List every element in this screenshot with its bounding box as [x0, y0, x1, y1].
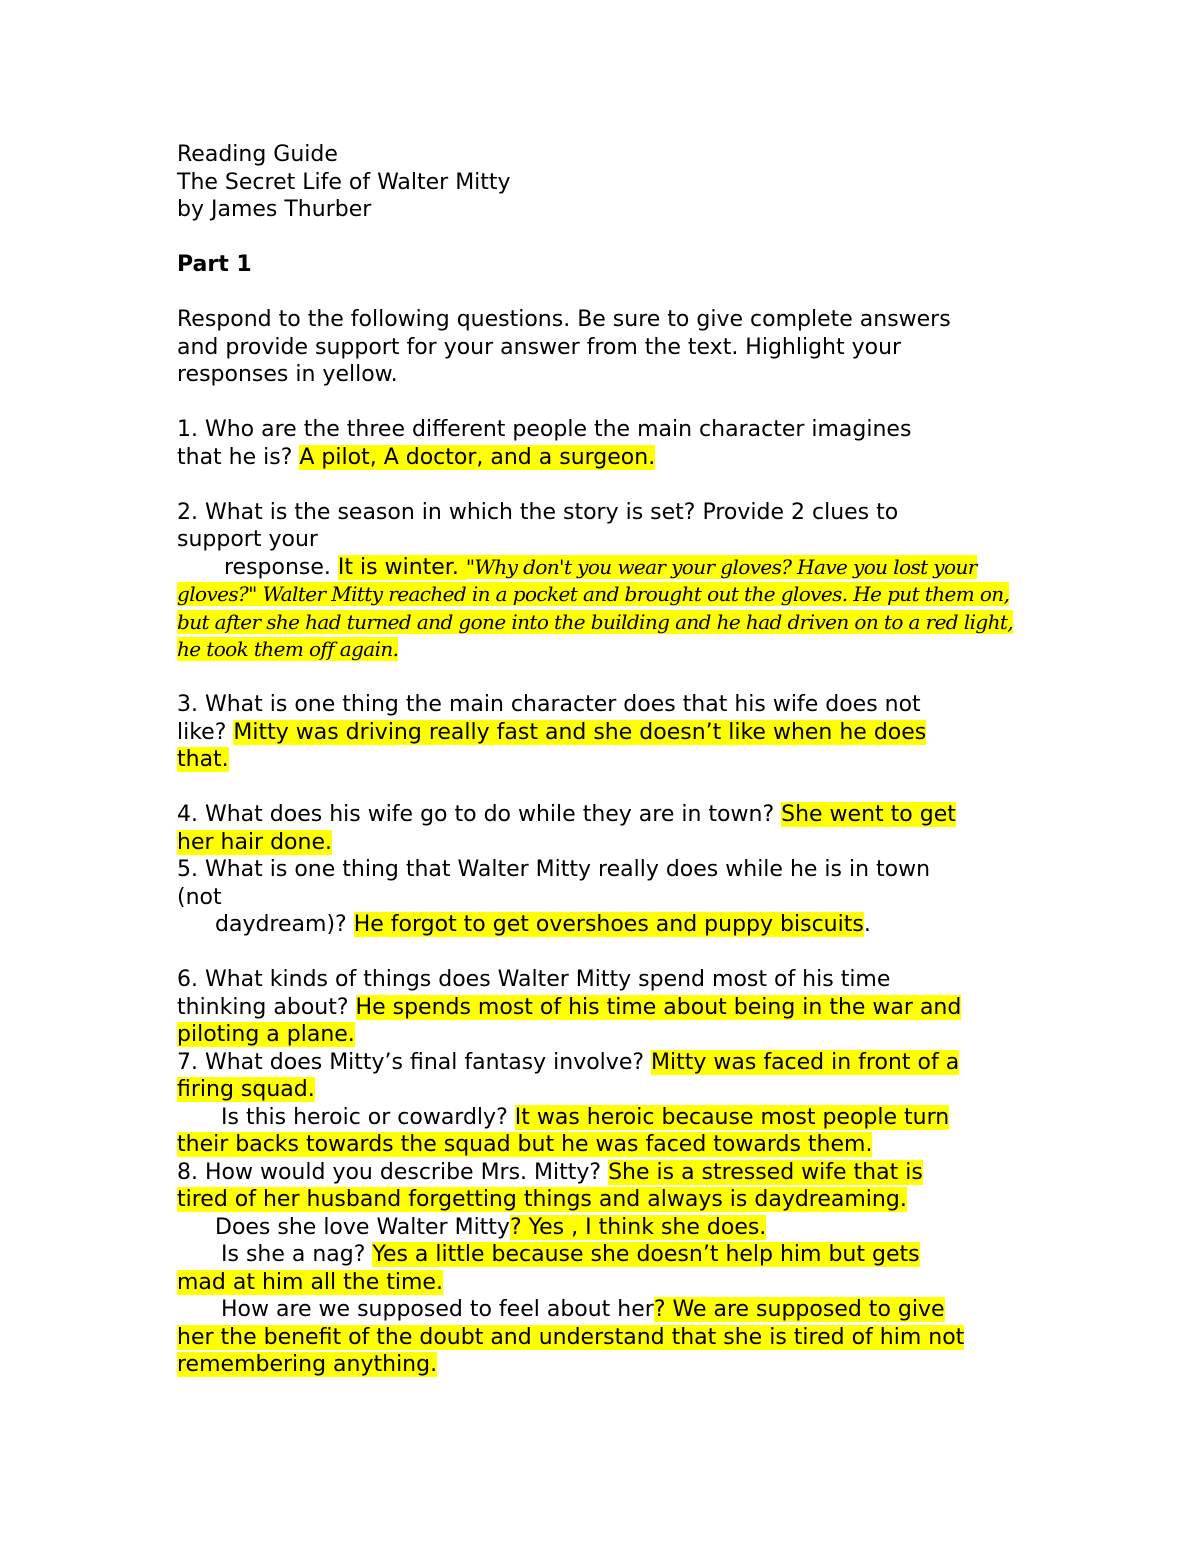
question-3: 3. What is one thing the main character does that his wife does not [177, 692, 921, 717]
question-4: 4. What does his wife go to do while they are in town? She went to get [177, 802, 956, 827]
instructions-line2: and provide support for your answer from the text. Highlight your [177, 334, 902, 360]
question-8-feel: How are we supposed to feel about her? We are supposed to give [221, 1297, 945, 1322]
part-title: Part 1 [177, 252, 252, 277]
answer-2-quote-line4: he took them off again. [177, 637, 399, 661]
answer-8: She is a stressed wife that is [608, 1159, 923, 1185]
question-5-response: daydream)? He forgot to get overshoes and puppy biscuits. [215, 912, 871, 937]
question-7-sub: Is this heroic or cowardly? It was heroic because most people turn [221, 1104, 950, 1130]
answer-8-love: ? Yes , I think she does. [509, 1214, 767, 1240]
doc-heading-line3: by James Thurber [177, 197, 372, 222]
answer-8-cont: tired of her husband forgetting things and always is daydreaming. [177, 1187, 907, 1212]
answer-3: Mitty was driving really fast and she doesn’t like when he does [233, 719, 927, 745]
question-7: 7. What does Mitty’s final fantasy involve? Mitty was faced in front of a [177, 1049, 960, 1075]
question-5-cont: (not [177, 884, 222, 910]
answer-5: He forgot to get overshoes and puppy biscuits [353, 912, 864, 937]
doc-heading-line1: Reading Guide [177, 142, 338, 167]
question-1: 1. Who are the three different people the main character imagines [177, 417, 912, 442]
document-body [177, 141, 1037, 1379]
answer-1: A pilot, A doctor, and a surgeon. [299, 444, 656, 470]
answer-2-quote-line2: gloves?" Walter Mitty reached in a pocket and brought out the gloves. He put them on, [177, 582, 1010, 606]
answer-2-quote-line3: but after she had turned and gone into the building and he had driven on to a red light, [177, 609, 1014, 634]
answer-7-cont: firing squad. [177, 1077, 315, 1102]
answer-2: It is winter. [337, 554, 466, 580]
instructions-line3: responses in yellow. [177, 362, 398, 387]
question-6: 6. What kinds of things does Walter Mitty spend most of his time [177, 967, 891, 992]
answer-4-cont: her hair done. [177, 829, 332, 855]
answer-7-sub: It was heroic because most people turn [514, 1104, 950, 1130]
doc-heading-line2: The Secret Life of Walter Mitty [177, 169, 511, 195]
answer-6-cont: piloting a plane. [177, 1022, 355, 1047]
answer-3-cont: that. [177, 747, 229, 772]
answer-6: He spends most of his time about being in the war and [355, 994, 962, 1020]
question-6-cont: thinking about? He spends most of his time about being in the war and [177, 994, 962, 1020]
answer-4: She went to get [781, 802, 956, 827]
question-2: 2. What is the season in which the story is set? Provide 2 clues to [177, 499, 899, 525]
question-2-response: response. It is winter. "Why don't you wear your gloves? Have you lost your [224, 554, 977, 580]
answer-8-nag-cont: mad at him all the time. [177, 1269, 443, 1295]
answer-7: Mitty was faced in front of a [651, 1049, 960, 1075]
instructions-line1: Respond to the following questions. Be sure to give complete answers [177, 307, 951, 332]
answer-8-feel: ? We are supposed to give [653, 1297, 945, 1322]
answer-8-feel-cont2: remembering anything. [177, 1352, 438, 1377]
question-3-cont: like? Mitty was driving really fast and she doesn’t like when he does [177, 719, 927, 745]
question-8-nag: Is she a nag? Yes a little because she doesn’t help him but gets [221, 1242, 920, 1267]
answer-7-sub-cont: their backs towards the squad but he was faced towards them. [177, 1132, 873, 1157]
answer-2-quote-1: "Why don't you wear your gloves? Have you lost your [465, 554, 977, 579]
answer-8-nag: Yes a little because she doesn’t help him but gets [372, 1242, 920, 1267]
question-8-love: Does she love Walter Mitty? Yes , I think she does. [215, 1214, 767, 1240]
question-5: 5. What is one thing that Walter Mitty really does while he is in town [177, 857, 931, 882]
question-1-cont: that he is? A pilot, A doctor, and a surgeon. [177, 444, 656, 470]
question-2-cont: support your [177, 527, 318, 552]
answer-8-feel-cont: her the benefit of the doubt and understand that she is tired of him not [177, 1324, 965, 1350]
question-8: 8. How would you describe Mrs. Mitty? She is a stressed wife that is [177, 1159, 923, 1185]
